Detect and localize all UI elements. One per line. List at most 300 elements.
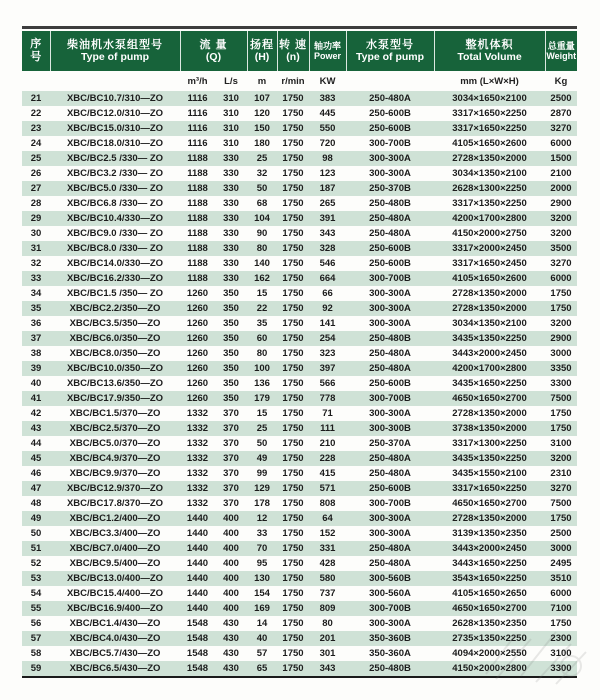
table-row xyxy=(22,346,577,361)
cell-speed: 1750 xyxy=(282,408,304,419)
cell-head: 120 xyxy=(254,108,270,119)
cell-head: 22 xyxy=(256,303,268,314)
cell-speed: 1750 xyxy=(282,348,304,359)
cell-speed: 1750 xyxy=(282,333,304,344)
table-row xyxy=(22,106,577,121)
cell-flow-ls: 330 xyxy=(223,273,239,284)
cell-speed: 1750 xyxy=(282,228,304,239)
cell-pump-type: 250-480B xyxy=(369,333,411,344)
cell-head: 60 xyxy=(256,333,268,344)
cell-model: XBC/BC7.0/400—ZO xyxy=(69,543,161,554)
cell-flow-ls: 430 xyxy=(223,648,239,659)
cell-head: 90 xyxy=(256,228,268,239)
cell-power: 228 xyxy=(319,453,336,464)
cell-head: 50 xyxy=(256,438,268,449)
header-cell-1: 柴油机水泵组型号 Type of pump xyxy=(50,31,180,71)
cell-pump-type: 250-600B xyxy=(369,123,411,134)
cell-seq: 41 xyxy=(30,393,42,404)
cell-volume: 3317×2000×2450 xyxy=(452,243,527,254)
cell-pump-type: 300-300A xyxy=(369,528,411,539)
table-row xyxy=(22,586,577,601)
cell-seq: 57 xyxy=(30,633,42,644)
cell-speed: 1750 xyxy=(282,603,304,614)
cell-seq: 43 xyxy=(30,423,42,434)
cell-model: XBC/BC8.0 /330— ZO xyxy=(66,243,164,254)
cell-speed: 1750 xyxy=(282,198,304,209)
cell-volume: 4150×2000×2750 xyxy=(452,228,527,239)
cell-model: XBC/BC1.5/370—ZO xyxy=(69,408,161,419)
cell-seq: 37 xyxy=(30,333,42,344)
cell-speed: 1750 xyxy=(282,363,304,374)
cell-model: XBC/BC10.7/310—ZO xyxy=(66,93,164,104)
cell-head: 154 xyxy=(254,588,270,599)
cell-volume: 2735×1350×2250 xyxy=(452,633,527,644)
cell-flow-m3h: 1260 xyxy=(186,348,209,359)
cell-flow-m3h: 1440 xyxy=(186,543,209,554)
cell-model: XBC/BC17.8/370—ZO xyxy=(66,498,164,509)
cell-speed: 1750 xyxy=(282,453,304,464)
cell-pump-type: 300-700B xyxy=(369,393,411,404)
cell-head: 80 xyxy=(256,243,268,254)
top-rule xyxy=(22,26,577,29)
cell-flow-ls: 350 xyxy=(223,318,239,329)
cell-flow-m3h: 1548 xyxy=(186,648,209,659)
cell-speed: 1750 xyxy=(282,468,304,479)
header-row xyxy=(22,31,577,71)
cell-flow-ls: 430 xyxy=(223,633,239,644)
cell-pump-type: 250-480B xyxy=(369,198,411,209)
cell-power: 664 xyxy=(319,273,336,284)
cell-weight: 2870 xyxy=(550,108,572,119)
cell-weight: 2500 xyxy=(550,528,572,539)
pump-spec-table xyxy=(22,31,577,676)
cell-head: 129 xyxy=(254,483,270,494)
cell-weight: 2500 xyxy=(550,93,572,104)
cell-flow-m3h: 1188 xyxy=(187,198,208,209)
cell-pump-type: 300-300A xyxy=(369,288,411,299)
header-cell-7: 整机体积 Total Volume xyxy=(434,31,545,71)
cell-power: 301 xyxy=(319,648,336,659)
cell-flow-m3h: 1440 xyxy=(186,588,209,599)
cell-power: 808 xyxy=(319,498,336,509)
cell-weight: 3510 xyxy=(550,573,572,584)
cell-flow-m3h: 1260 xyxy=(186,288,209,299)
table-row xyxy=(22,451,577,466)
cell-flow-ls: 330 xyxy=(223,213,239,224)
cell-head: 32 xyxy=(256,168,268,179)
cell-pump-type: 300-300A xyxy=(369,318,411,329)
cell-flow-ls: 400 xyxy=(223,513,239,524)
cell-flow-m3h: 1116 xyxy=(187,108,208,119)
cell-head: 35 xyxy=(256,318,268,329)
cell-weight: 3270 xyxy=(550,123,572,134)
cell-weight: 2310 xyxy=(550,468,572,479)
cell-weight: 2300 xyxy=(550,633,572,644)
cell-model: XBC/BC16.9/400—ZO xyxy=(66,603,164,614)
cell-seq: 58 xyxy=(30,648,42,659)
cell-weight: 3000 xyxy=(550,348,572,359)
unit-cell-6: KW xyxy=(309,71,346,91)
cell-model: XBC/BC6.5/430—ZO xyxy=(69,663,161,674)
header-cell-5: 轴功率 Power xyxy=(309,31,346,71)
cell-flow-m3h: 1548 xyxy=(186,633,209,644)
cell-flow-m3h: 1332 xyxy=(186,483,209,494)
cell-seq: 44 xyxy=(30,438,42,449)
cell-model: XBC/BC13.0/400—ZO xyxy=(66,573,164,584)
cell-model: XBC/BC9.9/370—ZO xyxy=(69,468,161,479)
cell-weight: 7100 xyxy=(550,603,572,614)
cell-flow-ls: 400 xyxy=(223,528,239,539)
cell-volume: 4150×2000×2800 xyxy=(452,663,527,674)
cell-pump-type: 250-370B xyxy=(369,183,411,194)
cell-seq: 52 xyxy=(30,558,42,569)
cell-power: 323 xyxy=(319,348,336,359)
cell-seq: 59 xyxy=(30,663,42,674)
cell-model: XBC/BC6.0/350—ZO xyxy=(69,333,161,344)
cell-flow-ls: 350 xyxy=(223,303,239,314)
cell-flow-ls: 350 xyxy=(223,288,239,299)
cell-volume: 2628×1350×2350 xyxy=(452,618,527,629)
cell-head: 179 xyxy=(254,393,270,404)
cell-speed: 1750 xyxy=(282,318,304,329)
cell-flow-m3h: 1332 xyxy=(186,408,209,419)
cell-weight: 3300 xyxy=(550,378,572,389)
cell-flow-ls: 310 xyxy=(223,93,239,104)
cell-pump-type: 250-480A xyxy=(369,363,411,374)
cell-pump-type: 250-480A xyxy=(369,93,411,104)
unit-cell-9: Kg xyxy=(545,71,577,91)
cell-flow-ls: 370 xyxy=(223,468,239,479)
table-row xyxy=(22,331,577,346)
table-row xyxy=(22,631,577,646)
cell-pump-type: 250-480A xyxy=(369,348,411,359)
cell-power: 331 xyxy=(319,543,336,554)
cell-model: XBC/BC15.0/310—ZO xyxy=(66,123,164,134)
cell-volume: 3543×1650×2250 xyxy=(452,573,527,584)
cell-model: XBC/BC9.0 /330— ZO xyxy=(66,228,164,239)
cell-pump-type: 250-480A xyxy=(369,228,411,239)
cell-volume: 3034×1350×2100 xyxy=(452,318,527,329)
cell-model: XBC/BC14.0/330—ZO xyxy=(66,258,164,269)
cell-volume: 3317×1350×2250 xyxy=(452,198,527,209)
cell-flow-ls: 330 xyxy=(223,228,239,239)
cell-weight: 3500 xyxy=(550,243,572,254)
cell-flow-ls: 330 xyxy=(223,168,239,179)
cell-model: XBC/BC5.0 /330— ZO xyxy=(66,183,164,194)
cell-flow-m3h: 1260 xyxy=(186,363,209,374)
cell-flow-m3h: 1188 xyxy=(187,153,208,164)
cell-model: XBC/BC4.9/370—ZO xyxy=(69,453,161,464)
cell-model: XBC/BC12.0/310—ZO xyxy=(66,108,164,119)
cell-head: 14 xyxy=(256,618,268,629)
cell-weight: 3200 xyxy=(550,453,572,464)
header-cell-8: 总重量 Weight xyxy=(545,31,577,71)
cell-pump-type: 300-300A xyxy=(369,618,411,629)
cell-weight: 3200 xyxy=(550,228,572,239)
cell-weight: 3270 xyxy=(550,483,572,494)
cell-head: 130 xyxy=(254,573,270,584)
cell-seq: 24 xyxy=(30,138,42,149)
cell-flow-ls: 350 xyxy=(223,348,239,359)
cell-weight: 3200 xyxy=(550,213,572,224)
cell-weight: 3350 xyxy=(550,363,572,374)
cell-power: 571 xyxy=(319,483,336,494)
cell-seq: 38 xyxy=(30,348,42,359)
cell-speed: 1750 xyxy=(282,438,304,449)
table-row xyxy=(22,406,577,421)
cell-speed: 1750 xyxy=(282,183,304,194)
cell-power: 445 xyxy=(319,108,336,119)
cell-pump-type: 300-700B xyxy=(369,603,411,614)
cell-speed: 1750 xyxy=(282,648,304,659)
cell-weight: 1750 xyxy=(550,408,572,419)
cell-flow-m3h: 1440 xyxy=(186,528,209,539)
cell-power: 254 xyxy=(319,333,336,344)
cell-seq: 42 xyxy=(30,408,42,419)
cell-power: 428 xyxy=(319,558,336,569)
cell-weight: 6000 xyxy=(550,138,572,149)
cell-volume: 3317×1650×2250 xyxy=(452,108,527,119)
cell-power: 580 xyxy=(319,573,336,584)
cell-model: XBC/BC10.0/350—ZO xyxy=(66,363,164,374)
cell-weight: 2100 xyxy=(550,168,572,179)
cell-weight: 6000 xyxy=(550,588,572,599)
units-row xyxy=(22,71,577,91)
cell-pump-type: 250-600B xyxy=(369,378,411,389)
cell-flow-ls: 370 xyxy=(223,423,239,434)
cell-flow-ls: 310 xyxy=(223,123,239,134)
cell-flow-m3h: 1188 xyxy=(187,168,208,179)
table-row xyxy=(22,301,577,316)
cell-pump-type: 350-360B xyxy=(369,633,411,644)
cell-seq: 53 xyxy=(30,573,42,584)
cell-model: XBC/BC1.2/400—ZO xyxy=(69,513,161,524)
cell-seq: 46 xyxy=(30,468,42,479)
table-row xyxy=(22,481,577,496)
cell-flow-ls: 330 xyxy=(223,258,239,269)
cell-speed: 1750 xyxy=(282,588,304,599)
table-row xyxy=(22,421,577,436)
cell-head: 65 xyxy=(256,663,268,674)
cell-speed: 1750 xyxy=(282,498,304,509)
cell-flow-ls: 350 xyxy=(223,378,239,389)
cell-flow-ls: 350 xyxy=(223,393,239,404)
cell-power: 328 xyxy=(319,243,336,254)
cell-model: XBC/BC2.5 /330— ZO xyxy=(66,153,164,164)
cell-volume: 2728×1350×2000 xyxy=(452,303,527,314)
cell-model: XBC/BC8.0/350—ZO xyxy=(69,348,161,359)
cell-weight: 1750 xyxy=(550,303,572,314)
cell-flow-m3h: 1116 xyxy=(187,138,208,149)
cell-pump-type: 300-300A xyxy=(369,408,411,419)
cell-power: 92 xyxy=(322,303,333,314)
cell-flow-m3h: 1548 xyxy=(186,663,209,674)
cell-seq: 32 xyxy=(30,258,42,269)
cell-speed: 1750 xyxy=(282,513,304,524)
cell-pump-type: 250-600B xyxy=(369,108,411,119)
cell-head: 40 xyxy=(256,633,268,644)
cell-model: XBC/BC3.5/350—ZO xyxy=(69,318,161,329)
table-row xyxy=(22,361,577,376)
cell-speed: 1750 xyxy=(282,108,304,119)
cell-seq: 35 xyxy=(30,303,42,314)
cell-head: 107 xyxy=(254,93,270,104)
cell-volume: 3435×1350×2250 xyxy=(452,453,527,464)
cell-seq: 28 xyxy=(30,198,42,209)
cell-flow-m3h: 1260 xyxy=(186,318,209,329)
cell-speed: 1750 xyxy=(282,558,304,569)
cell-power: 391 xyxy=(319,213,336,224)
cell-power: 343 xyxy=(319,663,336,674)
cell-weight: 1750 xyxy=(550,423,572,434)
cell-model: XBC/BC16.2/330—ZO xyxy=(66,273,164,284)
cell-power: 778 xyxy=(319,393,336,404)
cell-flow-ls: 430 xyxy=(223,663,239,674)
cell-flow-ls: 400 xyxy=(223,558,239,569)
cell-speed: 1750 xyxy=(282,393,304,404)
cell-head: 80 xyxy=(256,348,268,359)
cell-flow-m3h: 1260 xyxy=(186,393,209,404)
cell-weight: 7500 xyxy=(550,393,572,404)
cell-speed: 1750 xyxy=(282,123,304,134)
cell-volume: 3034×1650×2100 xyxy=(452,93,527,104)
cell-flow-ls: 310 xyxy=(223,108,239,119)
cell-volume: 2628×1300×2250 xyxy=(452,183,527,194)
cell-weight: 2900 xyxy=(550,333,572,344)
cell-flow-ls: 400 xyxy=(223,603,239,614)
cell-seq: 40 xyxy=(30,378,42,389)
cell-volume: 3317×1300×2250 xyxy=(452,438,527,449)
cell-head: 180 xyxy=(254,138,270,149)
cell-flow-m3h: 1116 xyxy=(187,93,208,104)
cell-weight: 3100 xyxy=(550,438,572,449)
cell-power: 550 xyxy=(319,123,336,134)
cell-speed: 1750 xyxy=(282,153,304,164)
cell-model: XBC/BC1.5 /350— ZO xyxy=(66,288,164,299)
cell-weight: 1750 xyxy=(550,513,572,524)
table-row xyxy=(22,226,577,241)
cell-model: XBC/BC4.0/430—ZO xyxy=(69,633,161,644)
cell-pump-type: 250-600B xyxy=(369,258,411,269)
cell-seq: 27 xyxy=(30,183,42,194)
pump-spec-table-container xyxy=(22,26,577,678)
cell-flow-ls: 400 xyxy=(223,573,239,584)
cell-flow-m3h: 1440 xyxy=(186,558,209,569)
cell-pump-type: 300-560B xyxy=(369,573,411,584)
table-row xyxy=(22,91,577,106)
cell-pump-type: 250-480B xyxy=(369,663,411,674)
table-row xyxy=(22,646,577,661)
cell-volume: 3738×1350×2000 xyxy=(452,423,527,434)
cell-seq: 23 xyxy=(30,123,42,134)
cell-seq: 49 xyxy=(30,513,42,524)
cell-speed: 1750 xyxy=(282,273,304,284)
cell-flow-m3h: 1260 xyxy=(186,303,209,314)
cell-weight: 1500 xyxy=(550,153,572,164)
cell-weight: 7500 xyxy=(550,498,572,509)
table-row xyxy=(22,391,577,406)
table-row xyxy=(22,316,577,331)
cell-flow-m3h: 1188 xyxy=(187,258,208,269)
cell-weight: 6000 xyxy=(550,273,572,284)
cell-flow-ls: 430 xyxy=(223,618,239,629)
cell-speed: 1750 xyxy=(282,573,304,584)
cell-volume: 2728×1350×2000 xyxy=(452,153,527,164)
cell-model: XBC/BC13.6/350—ZO xyxy=(66,378,164,389)
cell-flow-m3h: 1440 xyxy=(186,603,209,614)
cell-flow-ls: 330 xyxy=(223,243,239,254)
cell-speed: 1750 xyxy=(282,288,304,299)
cell-seq: 30 xyxy=(30,228,42,239)
cell-model: XBC/BC5.0/370—ZO xyxy=(69,438,161,449)
cell-pump-type: 300-560A xyxy=(369,588,411,599)
header-cell-2: 流 量 (Q) xyxy=(180,31,247,71)
cell-volume: 3317×1650×2250 xyxy=(452,123,527,134)
table-row xyxy=(22,661,577,676)
cell-speed: 1750 xyxy=(282,423,304,434)
cell-head: 95 xyxy=(256,558,268,569)
cell-head: 15 xyxy=(256,408,268,419)
cell-flow-m3h: 1548 xyxy=(186,618,209,629)
cell-power: 383 xyxy=(319,93,336,104)
cell-model: XBC/BC15.4/400—ZO xyxy=(66,588,164,599)
cell-seq: 36 xyxy=(30,318,42,329)
cell-seq: 47 xyxy=(30,483,42,494)
cell-pump-type: 250-480A xyxy=(369,453,411,464)
table-row xyxy=(22,211,577,226)
cell-volume: 4200×1700×2800 xyxy=(452,213,527,224)
cell-weight: 3200 xyxy=(550,318,572,329)
cell-pump-type: 350-360A xyxy=(369,648,411,659)
cell-seq: 26 xyxy=(30,168,42,179)
cell-flow-m3h: 1188 xyxy=(187,243,208,254)
cell-power: 566 xyxy=(319,378,336,389)
cell-pump-type: 300-300A xyxy=(369,153,411,164)
cell-speed: 1750 xyxy=(282,93,304,104)
cell-volume: 3443×1650×2250 xyxy=(452,558,527,569)
cell-weight: 3270 xyxy=(550,258,572,269)
cell-volume: 4200×1700×2800 xyxy=(452,363,527,374)
cell-flow-m3h: 1332 xyxy=(186,438,209,449)
cell-power: 64 xyxy=(322,513,333,524)
cell-flow-m3h: 1188 xyxy=(187,273,208,284)
cell-volume: 4094×2000×2550 xyxy=(452,648,527,659)
table-row xyxy=(22,136,577,151)
cell-power: 71 xyxy=(322,408,333,419)
unit-cell-4: m xyxy=(247,71,277,91)
cell-head: 169 xyxy=(254,603,270,614)
cell-flow-ls: 400 xyxy=(223,543,239,554)
cell-power: 201 xyxy=(319,633,336,644)
header-cell-4: 转 速 (n) xyxy=(277,31,309,71)
cell-weight: 3300 xyxy=(550,663,572,674)
cell-volume: 3443×2000×2450 xyxy=(452,348,527,359)
cell-flow-m3h: 1440 xyxy=(186,573,209,584)
cell-head: 49 xyxy=(256,453,268,464)
unit-cell-0 xyxy=(22,71,50,91)
cell-head: 104 xyxy=(254,213,270,224)
cell-volume: 3317×1650×2250 xyxy=(452,483,527,494)
cell-power: 152 xyxy=(319,528,336,539)
cell-model: XBC/BC18.0/310—ZO xyxy=(66,138,164,149)
header-cell-6: 水泵型号 Type of pump xyxy=(346,31,434,71)
cell-power: 123 xyxy=(319,168,336,179)
cell-model: XBC/BC3.3/400—ZO xyxy=(69,528,161,539)
cell-volume: 3034×1350×2100 xyxy=(452,168,527,179)
cell-pump-type: 300-700B xyxy=(369,138,411,149)
unit-cell-1 xyxy=(50,71,180,91)
cell-power: 187 xyxy=(319,183,336,194)
